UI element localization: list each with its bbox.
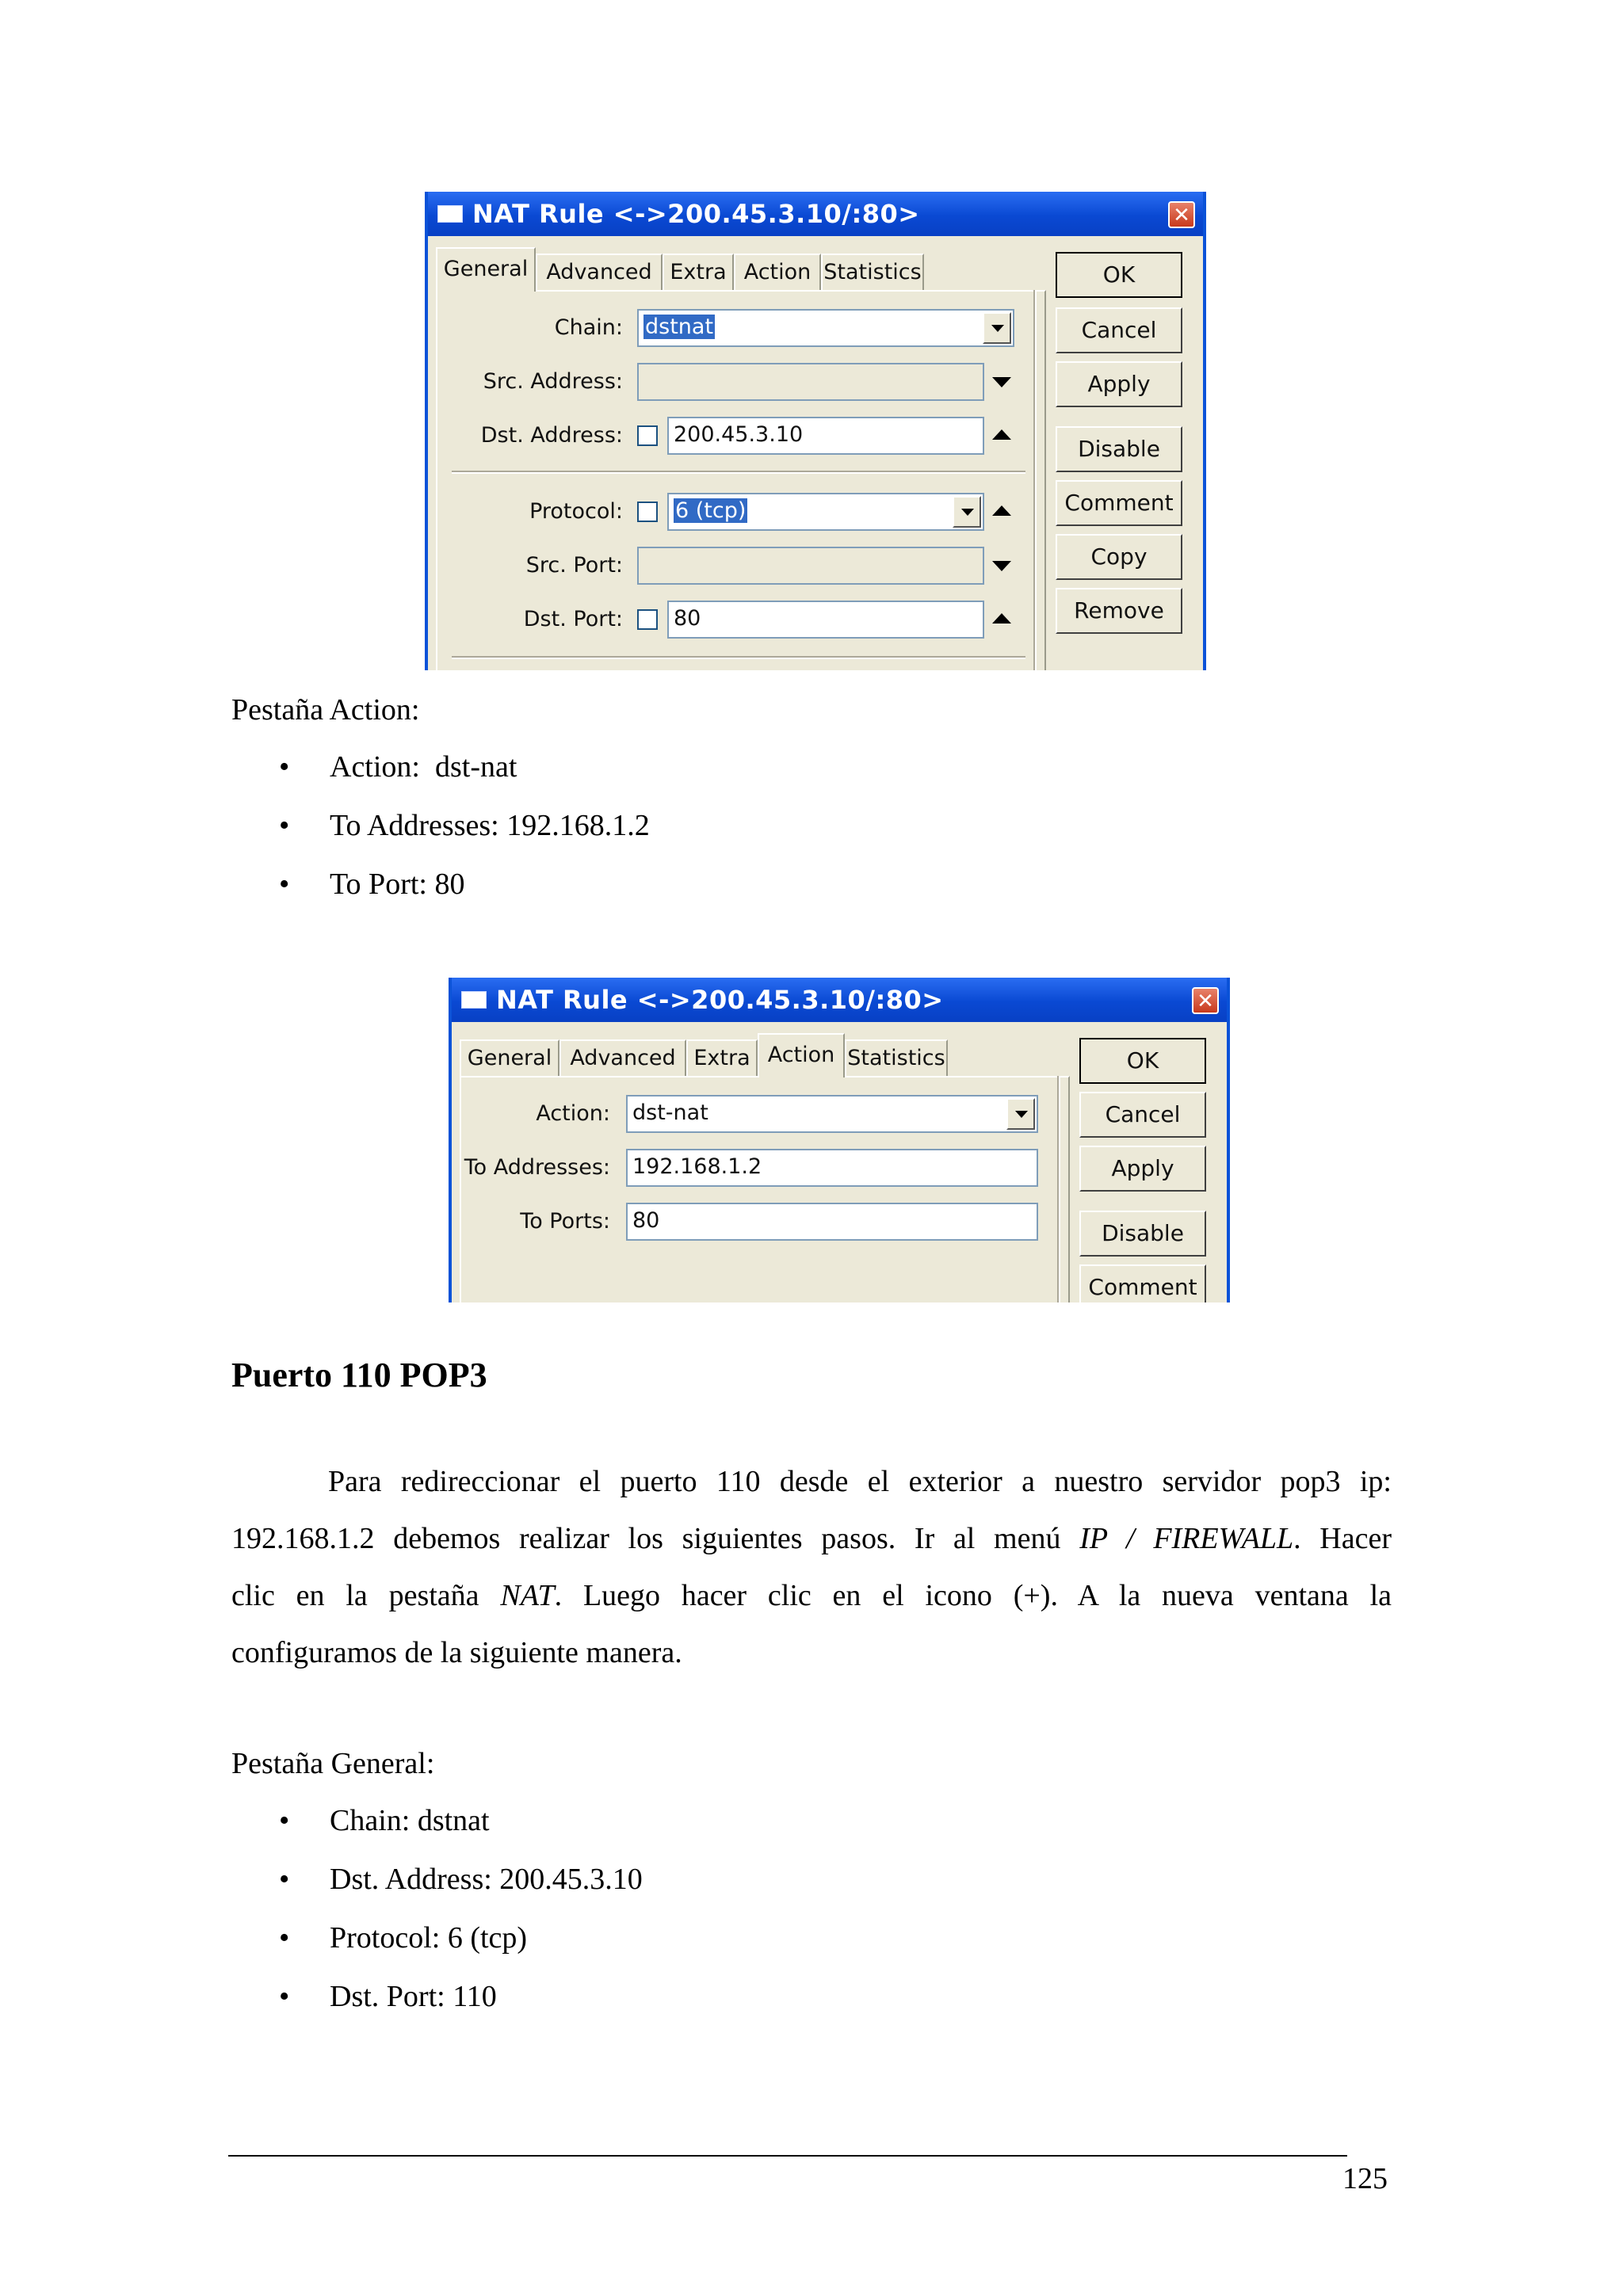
bullet-marker: • <box>279 868 290 901</box>
tab-extra[interactable]: Extra <box>686 1039 758 1076</box>
bullet-marker: • <box>279 1980 290 2013</box>
action-select[interactable] <box>626 1095 1038 1133</box>
expand-arrow-down-icon[interactable] <box>992 377 1011 387</box>
tab-statistics[interactable]: Statistics <box>821 254 924 290</box>
chain-value: dstnat <box>645 315 714 339</box>
dst-port-negate-checkbox[interactable] <box>637 609 658 630</box>
chain-select[interactable] <box>637 309 1014 347</box>
section-heading-general: Pestaña General: <box>231 1747 435 1780</box>
collapse-arrow-up-icon[interactable] <box>992 505 1011 516</box>
bullet-marker: • <box>279 809 290 842</box>
cancel-button[interactable]: Cancel <box>1056 307 1182 353</box>
nat-rule-dialog-general <box>425 192 1206 670</box>
section-title: Puerto 110 POP3 <box>231 1356 487 1394</box>
tab-advanced[interactable]: Advanced <box>559 1039 686 1076</box>
paragraph-text: . Hacer <box>1293 1522 1392 1555</box>
remove-button[interactable]: Remove <box>1056 588 1182 634</box>
ok-button[interactable]: OK <box>1056 252 1182 298</box>
dst-address-label: Dst. Address: <box>480 423 623 448</box>
menu-path: IP / FIREWALL <box>1079 1522 1294 1555</box>
collapse-arrow-up-icon[interactable] <box>992 429 1011 440</box>
tab-general[interactable]: General <box>460 1039 559 1076</box>
to-addresses-field[interactable]: 192.168.1.2 <box>626 1149 1038 1187</box>
list-item: To Port: 80 <box>330 868 465 901</box>
bullet-marker: • <box>279 1863 290 1896</box>
paragraph-text: Para redireccionar el puerto 110 desde el exterior a nuestro servidor pop3 ip: <box>328 1465 1392 1498</box>
button-column-divider <box>1057 1076 1060 1302</box>
dialog-titlebar[interactable] <box>452 978 1227 1022</box>
dialog-title: NAT Rule <->200.45.3.10/:80> <box>472 199 920 229</box>
bullet-marker: • <box>279 1921 290 1955</box>
paragraph-text: 192.168.1.2 debemos realizar los siguientes pasos. Ir al menú <box>231 1522 1061 1555</box>
list-item: Protocol: 6 (tcp) <box>330 1921 528 1955</box>
collapse-arrow-up-icon[interactable] <box>992 613 1011 624</box>
paragraph-line <box>231 1624 1392 1681</box>
to-addresses-label: To Addresses: <box>464 1155 610 1180</box>
to-ports-label: To Ports: <box>520 1209 610 1234</box>
comment-button[interactable]: Comment <box>1079 1264 1206 1302</box>
list-item: Action: dst-nat <box>330 750 517 784</box>
dst-address-field[interactable]: 200.45.3.10 <box>667 417 984 455</box>
dst-port-field[interactable]: 80 <box>667 601 984 639</box>
dst-port-label: Dst. Port: <box>523 607 623 631</box>
list-item: Chain: dstnat <box>330 1804 490 1837</box>
tab-action[interactable]: Action <box>758 1033 845 1077</box>
protocol-label: Protocol: <box>529 499 623 524</box>
tab-statistics[interactable]: Statistics <box>845 1039 948 1076</box>
tab-extra[interactable]: Extra <box>663 254 734 290</box>
page-number: 125 <box>1342 2162 1388 2195</box>
window-icon <box>437 205 463 223</box>
cancel-button[interactable]: Cancel <box>1079 1092 1206 1138</box>
src-address-field[interactable] <box>637 363 984 401</box>
tab-general[interactable]: General <box>436 247 536 292</box>
chain-label: Chain: <box>554 315 623 340</box>
apply-button[interactable]: Apply <box>1056 361 1182 407</box>
apply-button[interactable]: Apply <box>1079 1146 1206 1192</box>
nat-rule-dialog-action <box>449 978 1230 1302</box>
tab-name: NAT <box>500 1579 555 1612</box>
footer-rule <box>228 2155 1347 2157</box>
action-label: Action: <box>536 1101 610 1126</box>
disable-button[interactable]: Disable <box>1079 1211 1206 1257</box>
dst-address-negate-checkbox[interactable] <box>637 425 658 446</box>
section-separator <box>452 656 1025 659</box>
copy-button[interactable]: Copy <box>1056 534 1182 580</box>
paragraph <box>231 1453 1392 1681</box>
list-item: Dst. Address: 200.45.3.10 <box>330 1863 643 1896</box>
list-item: Dst. Port: 110 <box>330 1980 497 2013</box>
chevron-down-icon[interactable] <box>983 312 1011 344</box>
paragraph-line <box>231 1453 1392 1510</box>
dialog-title: NAT Rule <->200.45.3.10/:80> <box>496 985 944 1015</box>
window-icon <box>461 991 487 1009</box>
paragraph-text: . Luego hacer clic en el icono (+). A la nueva ventana la <box>554 1579 1392 1612</box>
section-heading-action: Pestaña Action: <box>231 693 420 727</box>
src-port-label: Src. Port: <box>525 553 623 578</box>
paragraph-line <box>231 1567 1392 1624</box>
chevron-down-icon[interactable] <box>1006 1098 1035 1130</box>
paragraph-line <box>231 1510 1392 1567</box>
src-port-field[interactable] <box>637 547 984 585</box>
dialog-titlebar[interactable] <box>428 192 1203 236</box>
section-separator <box>452 471 1025 474</box>
button-column-divider <box>1033 290 1037 670</box>
protocol-value: 6 (tcp) <box>675 498 747 523</box>
close-icon[interactable]: ✕ <box>1168 201 1195 228</box>
bullet-marker: • <box>279 1804 290 1837</box>
close-icon[interactable]: ✕ <box>1192 987 1219 1014</box>
ok-button[interactable]: OK <box>1079 1038 1206 1084</box>
tab-advanced[interactable]: Advanced <box>536 254 663 290</box>
list-item: To Addresses: 192.168.1.2 <box>330 809 650 842</box>
action-value: dst-nat <box>632 1100 708 1125</box>
protocol-negate-checkbox[interactable] <box>637 502 658 522</box>
paragraph-text: clic en la pestaña <box>231 1579 479 1612</box>
disable-button[interactable]: Disable <box>1056 426 1182 472</box>
tab-action[interactable]: Action <box>734 254 821 290</box>
chevron-down-icon[interactable] <box>953 496 981 528</box>
to-ports-field[interactable]: 80 <box>626 1203 1038 1241</box>
bullet-marker: • <box>279 750 290 784</box>
expand-arrow-down-icon[interactable] <box>992 561 1011 571</box>
protocol-select[interactable] <box>667 493 984 531</box>
comment-button[interactable]: Comment <box>1056 480 1182 526</box>
src-address-label: Src. Address: <box>483 369 623 394</box>
paragraph-text: configuramos de la siguiente manera. <box>231 1636 682 1669</box>
